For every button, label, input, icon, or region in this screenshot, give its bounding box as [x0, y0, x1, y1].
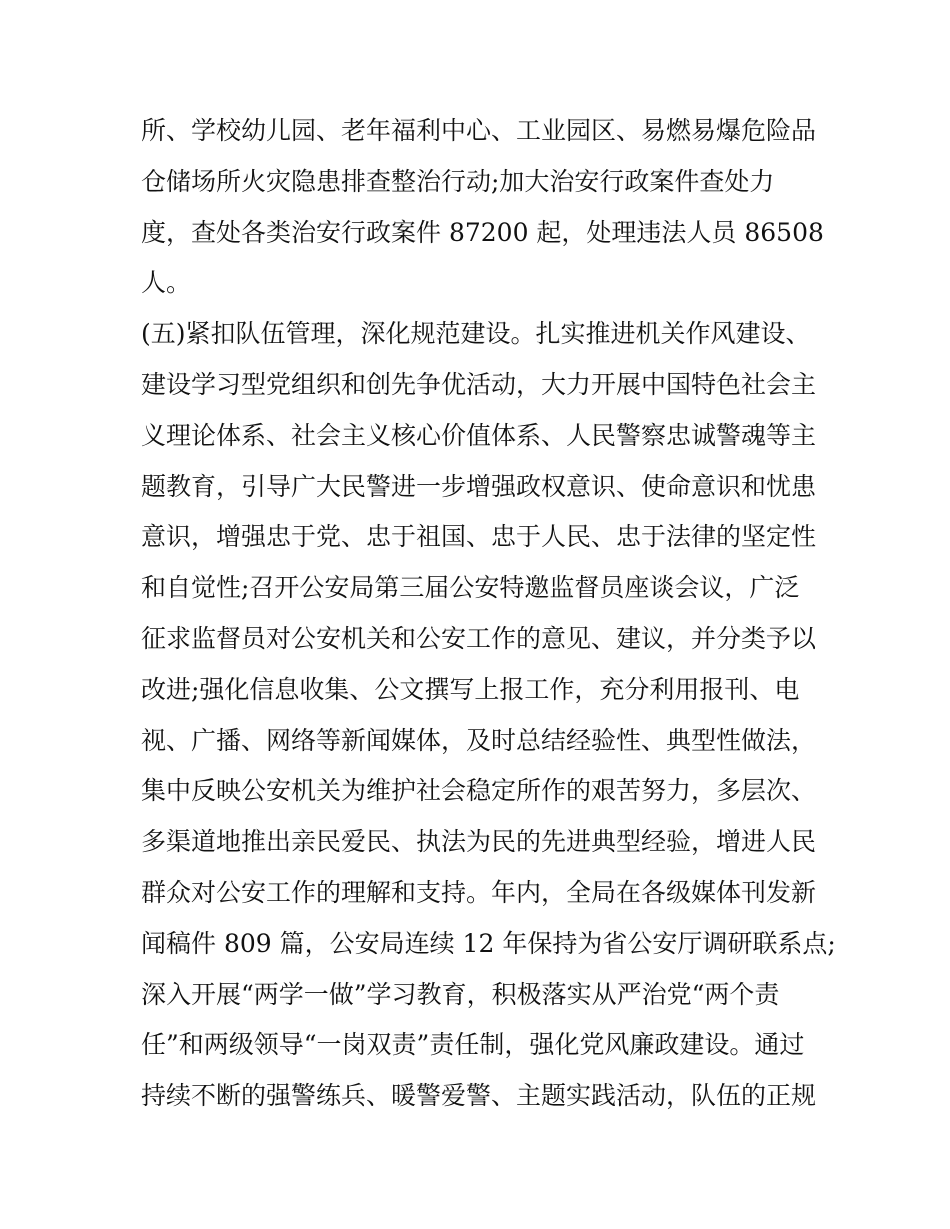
- text-line: 深入开展“两学一做”学习教育，积极落实从严治党“两个责: [141, 979, 780, 1009]
- text-line: 仓储场所火灾隐患排查整治行动;加大治安行政案件查处力: [141, 166, 775, 196]
- text-line: 持续不断的强警练兵、暖警爱警、主题实践活动，队伍的正规: [141, 1081, 817, 1111]
- text-line: 题教育，引导广大民警进一步增强政权意识、使命意识和忧患: [141, 471, 817, 501]
- text-line: 征求监督员对公安机关和公安工作的意见、建议，并分类予以: [141, 623, 817, 653]
- text-line: 群众对公安工作的理解和支持。年内，全局在各级媒体刊发新: [141, 877, 817, 907]
- text-line: 集中反映公安机关为维护社会稳定所作的艰苦努力，多层次、: [141, 776, 817, 806]
- text-line: 义理论体系、社会主义核心价值体系、人民警察忠诚警魂等主: [141, 420, 817, 450]
- text-line: 和自觉性;召开公安局第三届公安特邀监督员座谈会议，广泛: [141, 573, 800, 603]
- text-line: 意识，增强忠于党、忠于祖国、忠于人民、忠于法律的坚定性: [141, 522, 817, 552]
- body-text: [141, 106, 836, 1122]
- text-line: 度，查处各类治安行政案件 87200 起，处理违法人员 86508: [141, 217, 824, 247]
- text-line: 任”和两级领导“一岗双责”责任制，强化党风廉政建设。通过: [141, 1030, 805, 1060]
- text-line: 人。: [141, 268, 192, 298]
- text-line: 视、广播、网络等新闻媒体，及时总结经验性、典型性做法，: [141, 725, 817, 755]
- text-line: 所、学校幼儿园、老年福利中心、工业园区、易燃易爆危险品: [141, 116, 817, 145]
- text-line: 建设学习型党组织和创先争优活动，大力开展中国特色社会主: [141, 369, 817, 399]
- text-line: 改进;强化信息收集、公文撰写上报工作，充分利用报刊、电: [141, 674, 800, 704]
- text-line: 闻稿件 809 篇，公安局连续 12 年保持为省公安厅调研联系点;: [141, 928, 836, 958]
- text-line: 多渠道地推出亲民爱民、执法为民的先进典型经验，增进人民: [141, 827, 817, 857]
- text-line: (五)紧扣队伍管理，深化规范建设。扎实推进机关作风建设、: [141, 319, 811, 349]
